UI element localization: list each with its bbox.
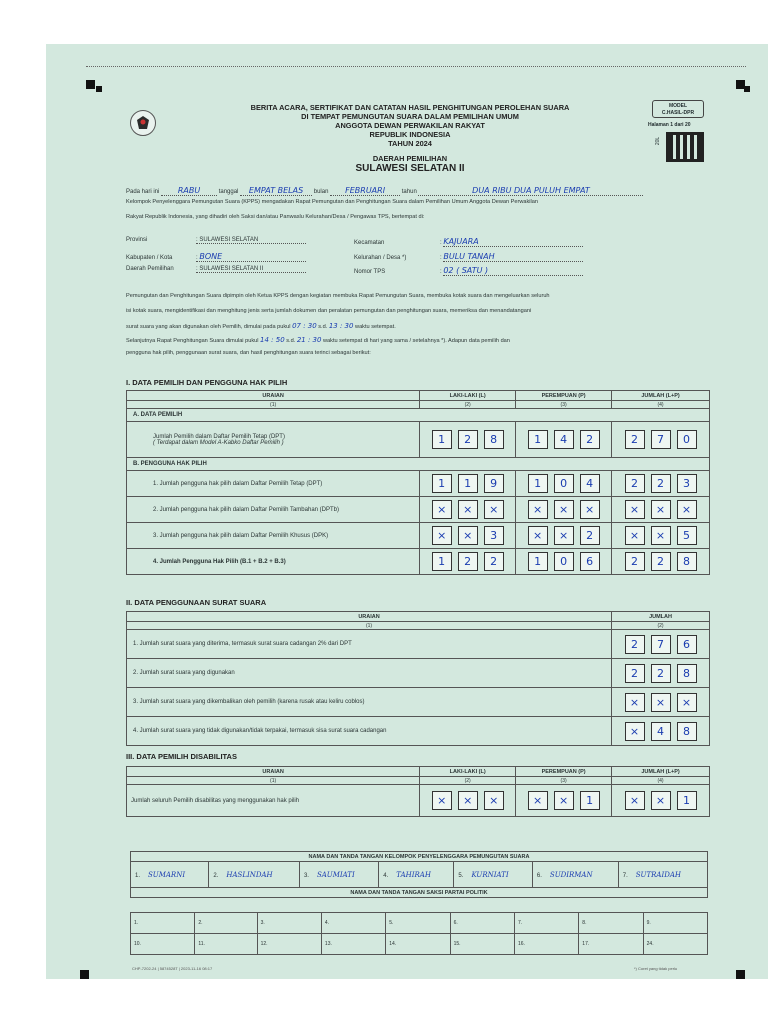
signature-name: SUDIRMAN — [549, 870, 593, 879]
digit-box: 2 — [580, 526, 600, 545]
col-number: (4) — [612, 777, 710, 785]
digit-box: 2 — [625, 635, 645, 654]
digit-boxes — [612, 635, 709, 654]
location-kecamatan: Kecamatan : KAJUARA — [354, 237, 583, 247]
field-time: 21 : 30 — [296, 336, 322, 344]
digit-box: 5 — [677, 526, 697, 545]
digit-box: × — [432, 526, 452, 545]
page-info: Halaman 1 dari 20 — [648, 122, 691, 128]
col-number: (2) — [420, 401, 516, 409]
saksi-cell: 14. — [386, 934, 450, 955]
digit-box: 1 — [528, 474, 548, 493]
row-label: 2. Jumlah pengguna hak pilih dalam Daftar Pemilih Tambahan (DPTb) — [127, 497, 420, 523]
digit-boxes — [420, 791, 515, 810]
saksi-cell: 17. — [579, 934, 643, 955]
digit-box: 2 — [625, 474, 645, 493]
label: Kabupaten / Kota — [126, 255, 173, 261]
digit-boxes — [516, 552, 611, 571]
digit-boxes — [612, 430, 709, 449]
signature-name: SUTRAIDAH — [635, 870, 681, 879]
digit-boxes — [612, 552, 709, 571]
saksi-cell: 13. — [321, 934, 385, 955]
digit-boxes — [612, 500, 709, 519]
field-time: 07 : 30 — [292, 322, 317, 330]
col-number: (4) — [612, 401, 710, 409]
header-line: REPUBLIK INDONESIA — [369, 130, 451, 139]
saksi-cell: 12. — [257, 934, 321, 955]
digit-box: 2 — [651, 664, 671, 683]
table-row — [127, 630, 710, 659]
digit-box: 7 — [651, 430, 671, 449]
digit-box: × — [528, 791, 548, 810]
signature-number: 7. — [622, 872, 628, 879]
qr-label: 20L — [655, 136, 662, 146]
table-saksi — [130, 912, 708, 955]
saksi-cell: 15. — [450, 934, 514, 955]
digit-box: 2 — [625, 430, 645, 449]
digit-boxes — [420, 500, 515, 519]
header-line: BERITA ACARA, SERTIFIKAT DAN CATATAN HASIL PENGHITUNGAN PEROLEHAN SUARA — [250, 103, 570, 112]
section-title: II. DATA PENGGUNAAN SURAT SUARA — [126, 598, 267, 607]
digit-box: 8 — [677, 722, 697, 741]
digit-boxes — [516, 430, 611, 449]
perforation-line — [86, 66, 746, 67]
digit-box: 8 — [677, 552, 697, 571]
col-header: URAIAN — [127, 391, 420, 401]
saksi-cell: 11. — [195, 934, 257, 955]
row-label: 3. Jumlah pengguna hak pilih dalam Daftar Pemilih Khusus (DPK) — [127, 523, 420, 549]
location-kelurahan: Kelurahan / Desa *) : BULU TANAH — [354, 252, 583, 262]
label: waktu setempat. — [355, 324, 396, 330]
header-line: TAHUN 2024 — [388, 139, 432, 148]
row-label: 4. Jumlah Pengguna Hak Pilih (B.1 + B.2 + B.3) — [127, 549, 420, 575]
digit-boxes — [612, 474, 709, 493]
label: Provinsi — [126, 237, 148, 243]
digit-box: × — [554, 500, 574, 519]
table-row — [127, 471, 710, 497]
saksi-cell: 2. — [195, 913, 257, 934]
corner-mark — [86, 80, 95, 89]
digit-box: × — [651, 526, 671, 545]
corner-mark — [744, 86, 750, 92]
field-hari: RABU — [177, 186, 201, 195]
digit-box: × — [625, 526, 645, 545]
row-label: 1. Jumlah surat suara yang diterima, termasuk surat suara cadangan 2% dari DPT — [127, 630, 612, 659]
kpu-logo-icon — [130, 110, 156, 136]
header-line: ANGGOTA DEWAN PERWAKILAN RAKYAT — [335, 121, 485, 130]
paragraph-time-2 — [126, 336, 510, 344]
signature-cell — [209, 862, 300, 888]
row-sublabel: ( Terdapat dalam Model A-Kabko Daftar Pemilih ) — [153, 439, 284, 446]
table-row — [127, 659, 710, 688]
field-bulan: FEBRUARI — [345, 186, 386, 195]
col-number: (3) — [516, 401, 612, 409]
table-row — [127, 717, 710, 746]
field-kabupaten: BONE — [199, 252, 223, 261]
saksi-cell: 9. — [643, 913, 707, 934]
digit-box: 6 — [580, 552, 600, 571]
digit-box: 2 — [651, 474, 671, 493]
footer-note: *) Coret yang tidak perlu — [634, 966, 678, 971]
digit-box: 1 — [528, 430, 548, 449]
col-header: LAKI-LAKI (L) — [420, 767, 516, 777]
col-header: LAKI-LAKI (L) — [420, 391, 516, 401]
digit-box: 2 — [625, 664, 645, 683]
col-header: URAIAN — [127, 767, 420, 777]
digit-boxes — [612, 526, 709, 545]
saksi-cell: 6. — [450, 913, 514, 934]
digit-box: 1 — [432, 430, 452, 449]
digit-box: 2 — [625, 552, 645, 571]
label: waktu setempat di hari yang sama / setelahnya *). Adapun data pemilih dan — [323, 338, 510, 344]
digit-box: 8 — [484, 430, 504, 449]
location-tps: Nomor TPS : 02 ( SATU ) — [354, 266, 583, 276]
signature-number: 3. — [303, 872, 309, 879]
table-signatures — [130, 851, 708, 898]
digit-box: × — [625, 791, 645, 810]
digit-box: 4 — [554, 430, 574, 449]
digit-box: × — [625, 500, 645, 519]
location-dapil — [126, 266, 306, 273]
corner-mark — [96, 86, 102, 92]
model-badge — [652, 100, 704, 118]
digit-box: 7 — [651, 635, 671, 654]
saksi-cell: 16. — [514, 934, 578, 955]
page-title: SULAWESI SELATAN II — [355, 163, 465, 174]
saksi-cell: 7. — [514, 913, 578, 934]
col-number: (1) — [127, 777, 420, 785]
signature-number: 6. — [536, 872, 542, 879]
digit-boxes — [612, 722, 709, 741]
digit-box: × — [651, 693, 671, 712]
digit-box: × — [432, 791, 452, 810]
digit-box: × — [554, 791, 574, 810]
digit-box: × — [432, 500, 452, 519]
label: bulan — [313, 189, 329, 195]
digit-box: 3 — [484, 526, 504, 545]
footer-code: CHP-7202-24 | 5874528T | 2023-11-16 08:17 — [132, 966, 213, 971]
signature-number: 1. — [135, 872, 141, 879]
col-header: NAMA DAN TANDA TANGAN KELOMPOK PENYELENGGARA PEMUNGUTAN SUARA — [131, 852, 708, 862]
saksi-cell: 5. — [386, 913, 450, 934]
signature-name: SAUMIATI — [316, 870, 355, 879]
saksi-cell: 3. — [257, 913, 321, 934]
row-label: Jumlah seluruh Pemilih disabilitas yang menggunakan hak pilih — [127, 785, 420, 817]
signature-cell — [618, 862, 707, 888]
saksi-cell: 8. — [579, 913, 643, 934]
paragraph-text: Pemungutan dan Penghitungan Suara dipimpin oleh Ketua KPPS dengan kegiatan membuka Rapat Pemungutan Suara, membuka kotak suara dan mengeluarkan seluruh — [126, 293, 550, 299]
col-header: JUMLAH (L+P) — [612, 391, 710, 401]
intro-date-line — [126, 186, 643, 196]
signature-name: HASLINDAH — [226, 870, 273, 879]
col-number: (2) — [612, 622, 710, 630]
digit-box: × — [458, 791, 478, 810]
table-surat-suara — [126, 611, 710, 746]
digit-box: 2 — [484, 552, 504, 571]
digit-box: 1 — [677, 791, 697, 810]
col-header: URAIAN — [127, 612, 612, 622]
signature-number: 5. — [458, 872, 464, 879]
digit-box: × — [554, 526, 574, 545]
saksi-cell: 4. — [321, 913, 385, 934]
digit-box: × — [458, 526, 478, 545]
row-label: 2. Jumlah surat suara yang digunakan — [127, 659, 612, 688]
label: tanggal — [218, 189, 239, 195]
header-line: DI TEMPAT PEMUNGUTAN SUARA DALAM PEMILIHAN UMUM — [301, 112, 519, 121]
digit-box: 1 — [580, 791, 600, 810]
digit-boxes — [420, 474, 515, 493]
digit-boxes — [612, 791, 709, 810]
row-label: 4. Jumlah surat suara yang tidak digunakan/tidak terpakai, termasuk sisa surat suara cadangan — [127, 717, 612, 746]
digit-boxes — [420, 430, 515, 449]
label: Daerah Pemilihan — [126, 266, 174, 272]
table-pemilih — [126, 390, 710, 575]
digit-box: 2 — [458, 430, 478, 449]
digit-box: 1 — [528, 552, 548, 571]
digit-box: × — [528, 500, 548, 519]
field-provinsi: : SULAWESI SELATAN — [196, 237, 306, 244]
digit-boxes — [612, 693, 709, 712]
label: Nomor TPS — [354, 269, 386, 275]
digit-box: × — [528, 526, 548, 545]
digit-box: 8 — [677, 664, 697, 683]
digit-box: × — [458, 500, 478, 519]
field-tanggal: EMPAT BELAS — [248, 186, 304, 195]
table-row — [127, 785, 710, 817]
paragraph-text: pengguna hak pilih, penggunaan surat suara, dan hasil penghitungan suara terinci sebagai berikut: — [126, 350, 371, 356]
qr-code-icon — [666, 132, 704, 162]
label: s.d. — [286, 338, 296, 344]
label: Kecamatan — [354, 240, 385, 246]
saksi-cell: 1. — [131, 913, 195, 934]
col-header: PEREMPUAN (P) — [516, 767, 612, 777]
digit-box: × — [580, 500, 600, 519]
table-disabilitas — [126, 766, 710, 817]
group-label: A. DATA PEMILIH — [127, 409, 710, 422]
digit-boxes — [516, 791, 611, 810]
digit-box: 2 — [651, 552, 671, 571]
digit-box: 2 — [458, 552, 478, 571]
signature-name: TAHIRAH — [396, 870, 431, 879]
group-label: B. PENGGUNA HAK PILIH — [127, 458, 710, 471]
signature-name: SUMARNI — [148, 870, 186, 879]
digit-box: × — [484, 791, 504, 810]
digit-boxes — [420, 526, 515, 545]
signature-cell — [131, 862, 209, 888]
table-row — [127, 688, 710, 717]
digit-box: 0 — [554, 474, 574, 493]
col-number: (1) — [127, 622, 612, 630]
table-row — [127, 549, 710, 575]
digit-box: × — [651, 500, 671, 519]
section-title: III. DATA PEMILIH DISABILITAS — [126, 752, 237, 761]
section-title: I. DATA PEMILIH DAN PENGGUNA HAK PILIH — [126, 378, 288, 387]
field-tps: 02 ( SATU ) — [443, 266, 489, 275]
digit-box: × — [651, 791, 671, 810]
field-time: 13 : 30 — [328, 322, 354, 330]
digit-box: 1 — [458, 474, 478, 493]
document-header — [200, 103, 620, 175]
col-header: JUMLAH — [612, 612, 710, 622]
table-row — [127, 497, 710, 523]
signature-name: KURNIATI — [471, 870, 509, 879]
digit-box: 0 — [554, 552, 574, 571]
digit-box: 9 — [484, 474, 504, 493]
label: s.d. — [318, 324, 328, 330]
table-row — [127, 523, 710, 549]
field-tahun: DUA RIBU DUA PULUH EMPAT — [472, 186, 590, 195]
digit-box: 1 — [432, 474, 452, 493]
row-label: 3. Jumlah surat suara yang dikembalikan oleh pemilih (karena rusak atau keliru coblos) — [127, 688, 612, 717]
signature-number: 2. — [213, 872, 219, 879]
label: Selanjutnya Rapat Penghitungan Suara dimulai pukul — [126, 338, 259, 344]
model-code: C.HASIL-DPR — [661, 109, 695, 116]
digit-box: 3 — [677, 474, 697, 493]
digit-boxes — [420, 552, 515, 571]
col-header: PEREMPUAN (P) — [516, 391, 612, 401]
digit-box: × — [677, 500, 697, 519]
digit-box: 4 — [651, 722, 671, 741]
col-number: (2) — [420, 777, 516, 785]
label: Pada hari ini — [126, 189, 160, 195]
header-line: DAERAH PEMILIHAN — [372, 154, 448, 163]
col-number: (1) — [127, 401, 420, 409]
col-number: (3) — [516, 777, 612, 785]
label: surat suara yang akan digunakan oleh Pemilih, dimulai pada pukul — [126, 324, 291, 330]
digit-box: 1 — [432, 552, 452, 571]
location-kabupaten: Kabupaten / Kota : BONE — [126, 252, 306, 262]
signature-number: 4. — [383, 872, 389, 879]
digit-boxes — [516, 474, 611, 493]
digit-box: × — [625, 693, 645, 712]
digit-box: × — [625, 722, 645, 741]
location-provinsi — [126, 237, 306, 244]
field-dapil: : SULAWESI SELATAN II — [196, 266, 306, 273]
digit-box: 4 — [580, 474, 600, 493]
signature-cell — [299, 862, 378, 888]
paragraph-text: isi kotak suara, mengidentifikasi dan menghitung jenis serta jumlah dokumen dan peralatan pemungutan dan penghitungan suara, memeriksa dan menandatangani — [126, 308, 532, 314]
digit-box: 0 — [677, 430, 697, 449]
digit-boxes — [516, 526, 611, 545]
corner-mark — [736, 970, 745, 979]
field-time: 14 : 50 — [260, 336, 285, 344]
field-kecamatan: KAJUARA — [443, 237, 479, 246]
intro-text: Rakyat Republik Indonesia, yang dihadiri oleh Saksi dan/atau Panwaslu Kelurahan/Desa / Pengawas TPS, bertempat di: — [126, 214, 425, 220]
model-label: MODEL — [668, 103, 688, 109]
col-header: NAMA DAN TANDA TANGAN SAKSI PARTAI POLITIK — [131, 888, 708, 898]
col-header: JUMLAH (L+P) — [612, 767, 710, 777]
digit-box: × — [677, 693, 697, 712]
corner-mark — [80, 970, 89, 979]
field-kelurahan: BULU TANAH — [443, 252, 495, 261]
row-label: 1. Jumlah pengguna hak pilih dalam Daftar Pemilih Tetap (DPT) — [127, 471, 420, 497]
saksi-cell: 10. — [131, 934, 195, 955]
paragraph-time-1 — [126, 322, 396, 330]
digit-boxes — [612, 664, 709, 683]
signature-cell — [379, 862, 454, 888]
digit-boxes — [516, 500, 611, 519]
row-label: Jumlah Pemilih dalam Daftar Pemilih Tetap (DPT) — [153, 433, 285, 440]
digit-box: 2 — [580, 430, 600, 449]
signature-cell — [532, 862, 618, 888]
digit-box: 6 — [677, 635, 697, 654]
saksi-cell: 24. — [643, 934, 707, 955]
digit-box: × — [484, 500, 504, 519]
label: Kelurahan / Desa *) — [354, 255, 407, 261]
signature-cell — [454, 862, 532, 888]
label: tahun — [401, 189, 417, 195]
table-row — [127, 422, 710, 458]
intro-text: Kelompok Penyelenggara Pemungutan Suara (KPPS) mengadakan Rapat Pemungutan dan Penghitungan Suara dalam Pemilihan Umum Anggota Dewan Perwakilan — [126, 199, 539, 205]
